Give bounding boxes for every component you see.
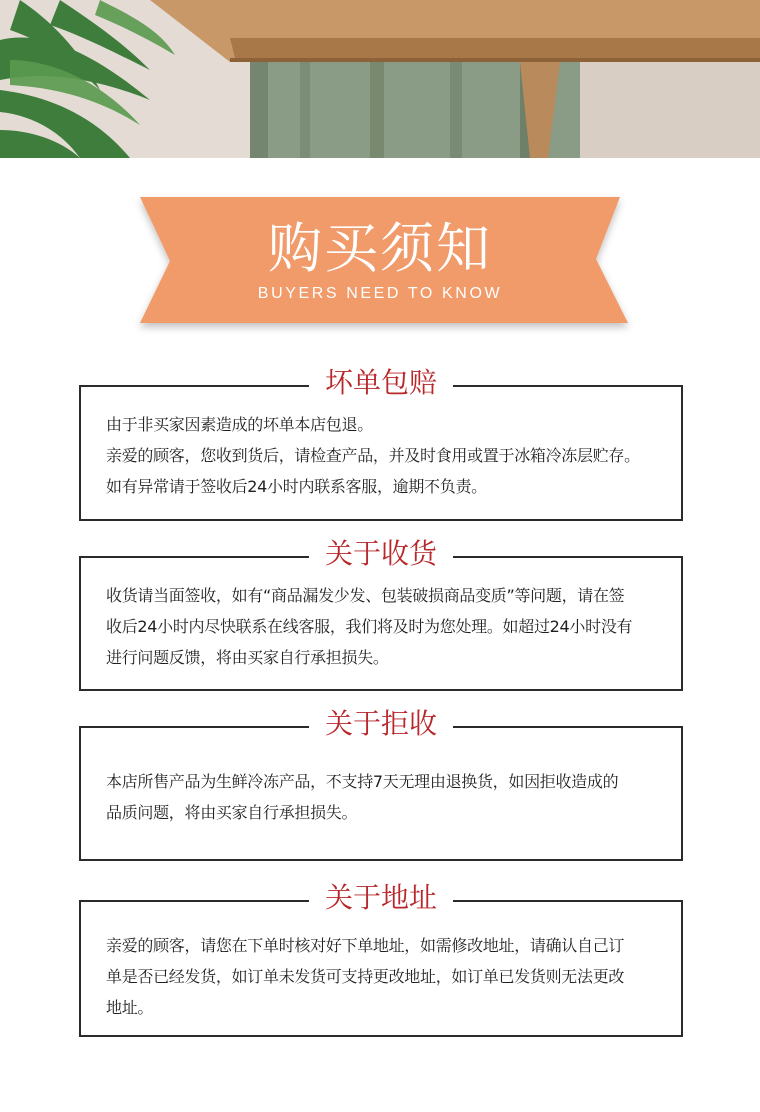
section-line: 亲爱的顾客，请您在下单时核对好下单地址，如需修改地址，请确认自己订 xyxy=(106,936,625,955)
notice-section-rejection xyxy=(79,707,683,861)
section-line: 地址。 xyxy=(106,998,154,1017)
section-body xyxy=(106,766,666,828)
section-body xyxy=(106,930,666,1023)
section-line: 品质问题，将由买家自行承担损失。 xyxy=(106,803,358,822)
section-line: 收后24小时内尽快联系在线客服，我们将及时为您处理。如超过24小时没有 xyxy=(106,617,633,636)
section-line: 亲爱的顾客，您收到货后，请检查产品，并及时食用或置于冰箱冷冻层贮存。 xyxy=(106,446,640,465)
notice-section-address xyxy=(79,881,683,1037)
section-body xyxy=(106,409,666,502)
section-heading: 关于拒收 xyxy=(309,706,453,742)
section-line: 本店所售产品为生鲜冷冻产品，不支持7天无理由退换货，如因拒收造成的 xyxy=(106,772,619,791)
notice-banner xyxy=(0,183,760,343)
header-photo xyxy=(0,0,760,158)
section-heading: 关于收货 xyxy=(309,536,453,572)
notice-section-damage xyxy=(79,366,683,521)
section-heading: 关于地址 xyxy=(309,880,453,916)
section-line: 由于非买家因素造成的坏单本店包退。 xyxy=(106,415,373,434)
section-line: 单是否已经发货，如订单未发货可支持更改地址，如订单已发货则无法更改 xyxy=(106,967,625,986)
section-heading: 坏单包赔 xyxy=(309,365,453,401)
section-line: 如有异常请于签收后24小时内联系客服，逾期不负责。 xyxy=(106,477,487,496)
section-body xyxy=(106,580,666,673)
notice-section-receiving xyxy=(79,537,683,691)
section-line: 进行问题反馈，将由买家自行承担损失。 xyxy=(106,648,389,667)
banner-title: 购买须知 xyxy=(268,217,492,280)
section-line: 收货请当面签收，如有“商品漏发少发、包装破损商品变质”等问题，请在签 xyxy=(106,586,625,605)
banner-subtitle: BUYERS NEED TO KNOW xyxy=(257,285,503,302)
